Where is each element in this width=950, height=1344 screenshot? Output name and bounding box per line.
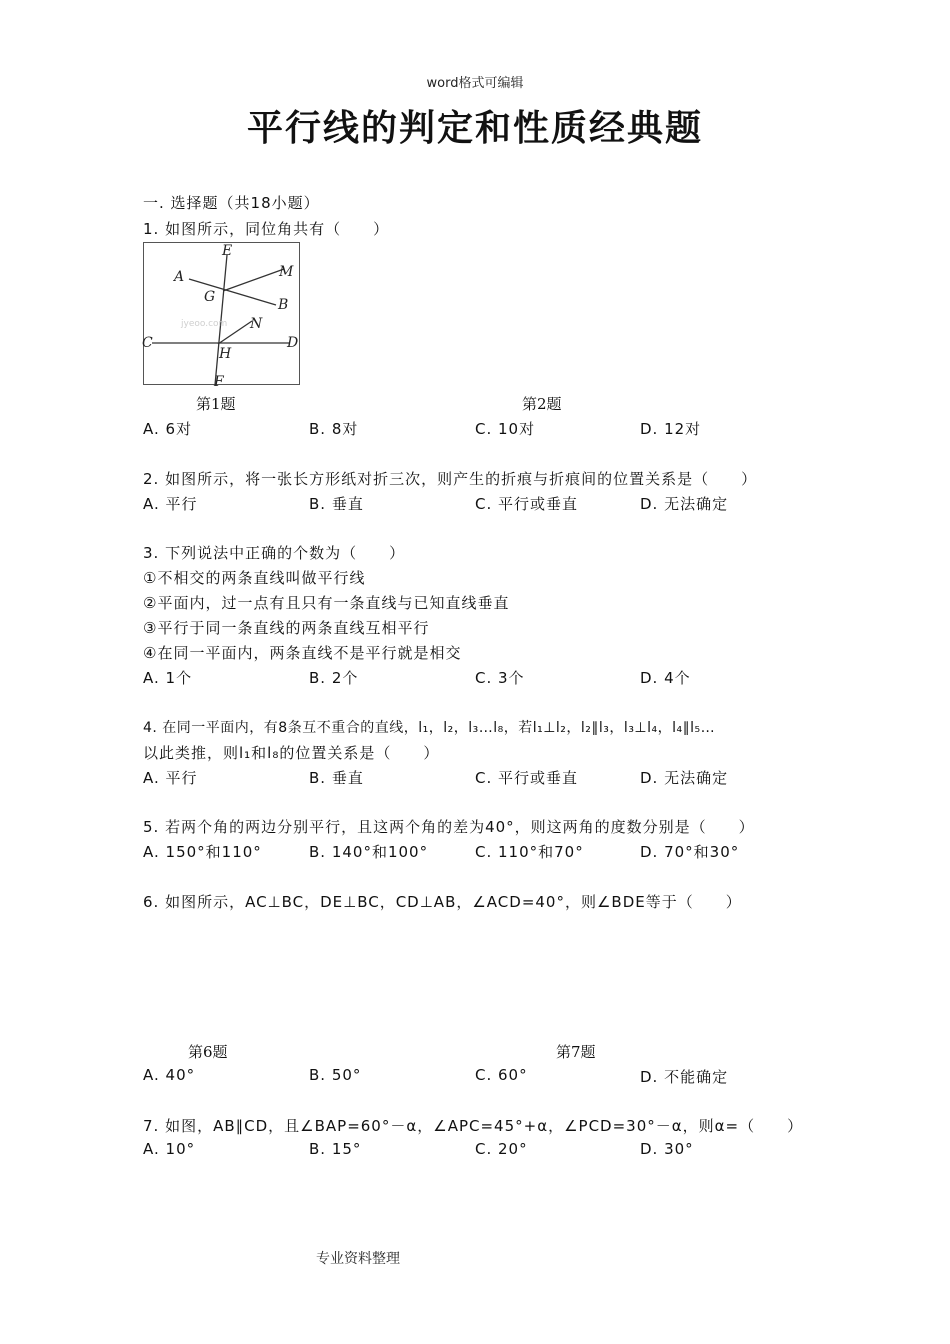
question-3-text: 3. 下列说法中正确的个数为（ ） <box>143 544 406 562</box>
label-a: A <box>174 269 185 285</box>
q5-option-a: A. 150°和110° <box>143 843 262 861</box>
q4-option-c: C. 平行或垂直 <box>475 769 579 787</box>
label-g: G <box>204 289 216 305</box>
q4-option-b: B. 垂直 <box>309 769 364 787</box>
question-4-line-2: 以此类推，则l₁和l₈的位置关系是（ ） <box>143 744 440 762</box>
q6-option-b: B. 50° <box>309 1066 362 1084</box>
caption-figure-1: 第1题 <box>196 395 236 413</box>
label-e: E <box>222 243 233 259</box>
question-5-text: 5. 若两个角的两边分别平行，且这两个角的差为40°，则这两角的度数分别是（ ） <box>143 818 755 836</box>
label-d: D <box>287 335 299 351</box>
label-n: N <box>250 316 263 332</box>
q3-statement-2: ②平面内，过一点有且只有一条直线与已知直线垂直 <box>143 594 510 612</box>
q7-option-b: B. 15° <box>309 1140 362 1158</box>
q5-option-b: B. 140°和100° <box>309 843 429 861</box>
q6-option-a: A. 40° <box>143 1066 196 1084</box>
q2-option-a: A. 平行 <box>143 495 198 513</box>
q4-option-a: A. 平行 <box>143 769 198 787</box>
section-heading: 一. 选择题（共18小题） <box>143 194 320 212</box>
q2-option-c: C. 平行或垂直 <box>475 495 579 513</box>
label-m: M <box>279 264 294 280</box>
q7-option-c: C. 20° <box>475 1140 528 1158</box>
q7-option-a: A. 10° <box>143 1140 196 1158</box>
q3-option-c: C. 3个 <box>475 669 525 687</box>
caption-figure-6: 第6题 <box>188 1043 228 1061</box>
caption-figure-2: 第2题 <box>522 395 562 413</box>
q5-option-d: D. 70°和30° <box>640 843 740 861</box>
q6-option-d: D. 不能确定 <box>640 1068 729 1086</box>
q6-option-c: C. 60° <box>475 1066 528 1084</box>
q4-option-d: D. 无法确定 <box>640 769 729 787</box>
q1-option-b: B. 8对 <box>309 420 359 438</box>
page-header: word格式可编辑 <box>426 76 524 91</box>
question-2-text: 2. 如图所示，将一张长方形纸对折三次，则产生的折痕与折痕间的位置关系是（ ） <box>143 470 758 488</box>
q1-option-a: A. 6对 <box>143 420 193 438</box>
figure-1 <box>142 242 300 390</box>
q1-option-c: C. 10对 <box>475 420 536 438</box>
watermark: jyeoo.com <box>181 319 228 329</box>
question-4-line-1: 4. 在同一平面内，有8条互不重合的直线，l₁，l₂，l₃…l₈，若l₁⊥l₂，l₂∥l₃，l₃⊥l₄，l₄∥l₅… <box>143 720 716 736</box>
q3-option-d: D. 4个 <box>640 669 691 687</box>
label-f: F <box>214 374 224 390</box>
q2-option-d: D. 无法确定 <box>640 495 729 513</box>
page-footer: 专业资料整理 <box>316 1251 400 1267</box>
question-7-text: 7. 如图，AB∥CD，且∠BAP=60°－α，∠APC=45°+α，∠PCD=30°－α，则α=（ ） <box>143 1117 804 1135</box>
q1-option-d: D. 12对 <box>640 420 702 438</box>
q7-option-d: D. 30° <box>640 1140 694 1158</box>
q3-statement-4: ④在同一平面内，两条直线不是平行就是相交 <box>143 644 462 662</box>
q5-option-c: C. 110°和70° <box>475 843 584 861</box>
question-6-text: 6. 如图所示，AC⊥BC，DE⊥BC，CD⊥AB，∠ACD=40°，则∠BDE等于（ ） <box>143 893 742 911</box>
q3-statement-3: ③平行于同一条直线的两条直线互相平行 <box>143 619 430 637</box>
label-c: C <box>142 335 153 351</box>
q3-option-b: B. 2个 <box>309 669 359 687</box>
question-1-text: 1. 如图所示，同位角共有（ ） <box>143 220 390 238</box>
label-b: B <box>278 297 289 313</box>
q3-statement-1: ①不相交的两条直线叫做平行线 <box>143 569 366 587</box>
caption-figure-7: 第7题 <box>556 1043 596 1061</box>
document-title: 平行线的判定和性质经典题 <box>246 107 703 149</box>
q2-option-b: B. 垂直 <box>309 495 364 513</box>
label-h: H <box>219 346 232 362</box>
q3-option-a: A. 1个 <box>143 669 193 687</box>
